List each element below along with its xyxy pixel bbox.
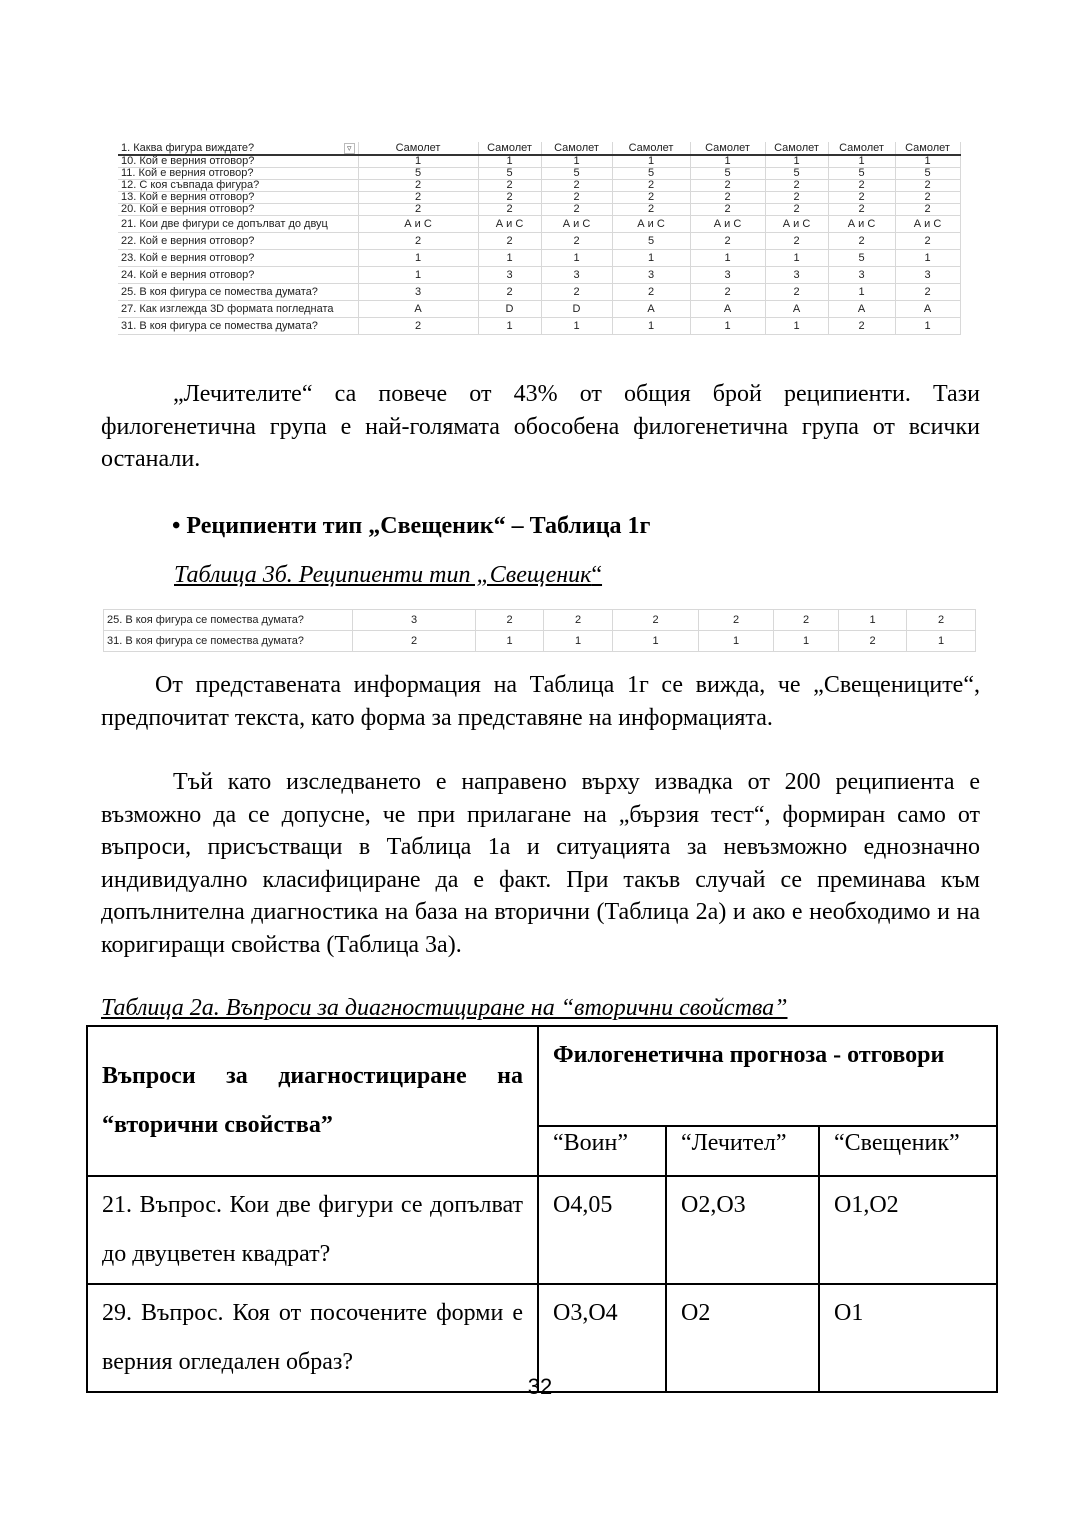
sheet-value-cell: 1 [358,267,478,284]
sheet-value-cell: А и С [765,216,828,233]
sheet-value-cell: 2 [690,233,765,250]
sheet-value-cell: 2 [358,204,478,216]
paragraph-healers: „Лечителите“ са повече от 43% от общия брой реципиенти. Тази филогенетична група е най-голямата обособена филогенетична група от всички останали. [101,381,980,472]
table-3b-caption [174,562,602,589]
sheet-value-cell: 2 [828,180,895,192]
sheet-value-cell: Самолет [765,142,828,155]
answer-cell: O2 [666,1284,819,1392]
sheet-value-cell: A [828,301,895,318]
sheet-value-cell: 3 [541,267,612,284]
sheet-question-cell [118,168,358,180]
question-text: 31. В коя фигура се помества думата? [121,319,318,332]
header-questions: Въпроси за диагностициране на “вторични свойства” [87,1026,538,1176]
sheet-value-cell: 1 [765,318,828,335]
header-prognosis: Филогенетична прогноза - отговори [538,1026,997,1126]
answer-cell: O2,O3 [666,1176,819,1284]
sheet-value-cell: 5 [612,233,690,250]
sheet-row [118,318,960,335]
sheet-value-cell: 1 [612,250,690,267]
sheet-value-cell: 2 [699,610,774,631]
sheet-value-cell: Самолет [612,142,690,155]
caption-quote: “ [591,562,603,588]
sheet-value-cell: 2 [613,610,699,631]
sheet-value-cell: 3 [690,267,765,284]
sheet-value-cell: 1 [478,250,541,267]
question-text: 31. В коя фигура се помества думата? [107,634,304,647]
sheet-question-cell [118,142,358,155]
sheet-value-cell: 1 [358,250,478,267]
sheet-value-cell: 2 [828,233,895,250]
answer-cell: O1 [819,1284,997,1392]
sheet-value-cell: 5 [828,250,895,267]
sheet-value-cell: 2 [612,192,690,204]
sheet-value-cell: 2 [907,610,976,631]
sheet-value-cell: A [612,301,690,318]
sheet-row [118,142,960,155]
sheet-value-cell: 3 [612,267,690,284]
question-text: 25. В коя фигура се помества думата? [107,613,304,626]
sheet-value-cell: 2 [541,180,612,192]
table-2a [86,1025,998,1393]
sheet-value-cell: 2 [612,204,690,216]
paragraph-priests: От представената информация на Таблица 1г се вижда, че „Свещениците“, предпочитат текста, като форма за представяне на информацията. [101,672,980,731]
sheet-value-cell: 2 [895,233,960,250]
sheet-row [118,216,960,233]
sheet-value-cell: 2 [541,192,612,204]
spreadsheet-screenshot-table-1 [118,142,961,335]
sheet-question-cell [118,267,358,284]
sheet-value-cell: Самолет [358,142,478,155]
sheet-value-cell: 1 [690,318,765,335]
sheet-value-cell: 1 [774,631,839,652]
answer-cell: O1,O2 [819,1176,997,1284]
sheet-value-cell: Самолет [478,142,541,155]
sheet-value-cell: 1 [541,250,612,267]
sheet-value-cell: 2 [895,192,960,204]
sheet-row [104,610,976,631]
sheet-value-cell: 2 [478,204,541,216]
sheet-value-cell: 2 [765,180,828,192]
question-text: 12. С коя съвпада фигура? [121,179,260,191]
sheet-value-cell: Самолет [895,142,960,155]
sheet-value-cell: 1 [690,155,765,168]
sheet-row [118,301,960,318]
question-text: 21. Кои две фигури се допълват до двуц [121,217,328,230]
sheet-value-cell: A [765,301,828,318]
sheet-value-cell: 1 [765,155,828,168]
sheet-value-cell: 3 [895,267,960,284]
sheet-value-cell: 2 [358,180,478,192]
sheet-question-cell [104,631,353,652]
sheet-value-cell: 2 [895,204,960,216]
paragraph-study: Тъй като изследването е направено върху извадка от 200 реципиента е възможно да се допусне, че при прилагане на „бързия тест“, формиран само от въпроси, присъстващи в Таблица 1а и ситуацията за невъзможно еднозначно индивидуално класифициране да е факт. При такъв случай се преминава към допълнителна диагностика на база на вторични (Таблица 2а) и ако е необходимо и на коригиращи свойства (Таблица 3а). [101,769,980,958]
sheet-value-cell: 1 [541,155,612,168]
question-cell: 21. Въпрос. Кои две фигури се допълват до двуцветен квадрат? [87,1176,538,1284]
sheet-value-cell: 5 [690,168,765,180]
sheet-value-cell: 2 [541,204,612,216]
sheet-value-cell: 1 [358,155,478,168]
question-text: 23. Кой е верния отговор? [121,251,255,264]
filter-dropdown-icon[interactable]: ▿ [344,143,355,154]
sheet-value-cell: 2 [544,610,613,631]
sheet-value-cell: 3 [828,267,895,284]
sheet-value-cell: Самолет [690,142,765,155]
sheet-question-cell [118,318,358,335]
sheet-value-cell: A [690,301,765,318]
sheet-question-cell [118,301,358,318]
sheet-value-cell: А и С [690,216,765,233]
sheet-value-cell: 5 [478,168,541,180]
caption-text: Таблица 3б. Реципиенти тип „Свещеник [174,562,592,588]
sheet-value-cell: А и С [895,216,960,233]
sheet-value-cell: 2 [358,318,478,335]
question-text: 25. В коя фигура се помества думата? [121,285,318,298]
sheet-value-cell: 1 [544,631,613,652]
sheet-value-cell: 2 [358,233,478,250]
sheet-value-cell: 2 [612,180,690,192]
sheet-value-cell: 2 [895,284,960,301]
sheet-value-cell: А и С [541,216,612,233]
sheet-question-cell [118,192,358,204]
sheet-question-cell [118,216,358,233]
sheet-value-cell: 1 [895,318,960,335]
sheet-value-cell: 2 [895,180,960,192]
sheet-value-cell: 2 [828,318,895,335]
sheet-value-cell: 1 [839,610,907,631]
sheet-row [118,168,960,180]
sheet-value-cell: 1 [612,318,690,335]
sheet-value-cell: 2 [612,284,690,301]
sheet-value-cell: 1 [541,318,612,335]
header-warrior: “Воин” [538,1126,666,1176]
sheet-value-cell: 5 [895,168,960,180]
sheet-value-cell: А и С [612,216,690,233]
sheet-value-cell: 1 [613,631,699,652]
sheet-value-cell: 1 [907,631,976,652]
sheet-value-cell: 2 [478,233,541,250]
sheet-value-cell: 2 [765,233,828,250]
sheet-value-cell: 2 [765,204,828,216]
sheet-question-cell [118,233,358,250]
sheet-row [118,250,960,267]
sheet-value-cell: 2 [828,192,895,204]
sheet-value-cell: А и С [828,216,895,233]
sheet-question-cell [118,155,358,168]
sheet-value-cell: 2 [765,192,828,204]
question-text: 22. Кой е верния отговор? [121,234,255,247]
sheet-value-cell: 1 [699,631,774,652]
header-priest: “Свещеник” [819,1126,997,1176]
sheet-question-cell [104,610,353,631]
sheet-value-cell: 2 [690,204,765,216]
sheet-value-cell: Самолет [541,142,612,155]
sheet-value-cell: 1 [828,155,895,168]
sheet-value-cell: 2 [476,610,544,631]
sheet-value-cell: A [895,301,960,318]
sheet-value-cell: 1 [478,155,541,168]
sheet-value-cell: A [358,301,478,318]
sheet-row [118,267,960,284]
sheet-value-cell: 2 [774,610,839,631]
sheet-value-cell: 5 [541,168,612,180]
sheet-value-cell: 2 [690,192,765,204]
sheet-value-cell: 2 [839,631,907,652]
sheet-value-cell: 2 [358,192,478,204]
sheet-value-cell: 1 [895,155,960,168]
sheet-row [118,204,960,216]
sheet-value-cell: А и С [478,216,541,233]
question-text: 10. Кой е верния отговор? [121,155,255,167]
question-text: 27. Как изглежда 3D формата погледната [121,302,334,315]
sheet-value-cell: 2 [690,284,765,301]
sheet-row [104,631,976,652]
sheet-value-cell: 1 [612,155,690,168]
sheet-value-cell: D [541,301,612,318]
question-text: 13. Кой е верния отговор? [121,191,255,203]
question-cell: 29. Въпрос. Коя от посочените форми е верния огледален образ? [87,1284,538,1392]
sheet-row [118,284,960,301]
sheet-value-cell: 3 [765,267,828,284]
header-healer: “Лечител” [666,1126,819,1176]
table-2a-caption: Таблица 2а. Въпроси за диагностициране на “вторични свойства” [101,995,788,1021]
question-text: 24. Кой е верния отговор? [121,268,255,281]
answer-cell: O4,05 [538,1176,666,1284]
sheet-value-cell: 1 [690,250,765,267]
sheet-question-cell [118,180,358,192]
sheet-value-cell: 1 [478,318,541,335]
answer-cell: O3,O4 [538,1284,666,1392]
sheet-value-cell: 3 [478,267,541,284]
sheet-value-cell: 2 [478,192,541,204]
sheet-value-cell: 2 [478,180,541,192]
sheet-value-cell: 2 [765,284,828,301]
sheet-question-cell [118,204,358,216]
sheet-value-cell: 1 [476,631,544,652]
sheet-value-cell: 1 [828,284,895,301]
spreadsheet-screenshot-table-2 [103,609,976,652]
sheet-question-cell [118,250,358,267]
sheet-value-cell: 3 [358,284,478,301]
sheet-value-cell: Самолет [828,142,895,155]
sheet-value-cell: 2 [690,180,765,192]
section-heading-priest: • Реципиенти тип „Свещеник“ – Таблица 1г [172,513,651,539]
sheet-question-cell [118,284,358,301]
sheet-value-cell: 3 [353,610,476,631]
sheet-row [118,233,960,250]
sheet-value-cell: 5 [612,168,690,180]
sheet-value-cell: 2 [478,284,541,301]
sheet-value-cell: 2 [828,204,895,216]
table-row [87,1176,997,1284]
sheet-value-cell: А и С [358,216,478,233]
sheet-row [118,155,960,168]
question-text: 20. Кой е верния отговор? [121,203,255,215]
sheet-row [118,180,960,192]
sheet-value-cell: 2 [353,631,476,652]
sheet-value-cell: 5 [358,168,478,180]
sheet-value-cell: 1 [895,250,960,267]
sheet-value-cell: 5 [765,168,828,180]
sheet-value-cell: 2 [541,284,612,301]
sheet-value-cell: 5 [828,168,895,180]
page-number: 32 [527,1374,553,1399]
question-text: 11. Кой е верния отговор? [121,167,254,179]
question-text: 1. Каква фигура виждате? [121,142,255,154]
sheet-row [118,192,960,204]
sheet-value-cell: D [478,301,541,318]
sheet-value-cell: 2 [541,233,612,250]
sheet-value-cell: 1 [765,250,828,267]
